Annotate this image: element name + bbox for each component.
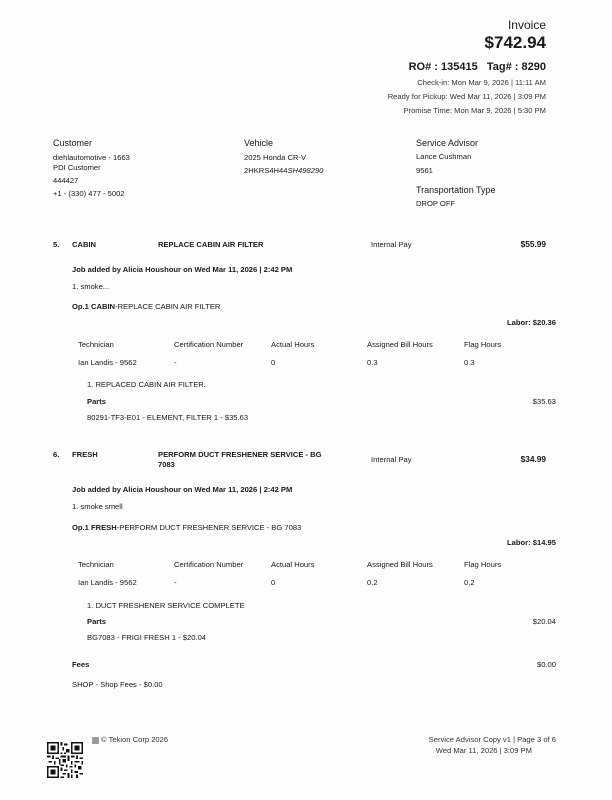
customer-phone: +1 - (330) 477 - 5002 — [53, 189, 125, 198]
operation-line — [72, 523, 301, 532]
fee-line: SHOP - Shop Fees - $0.00 — [72, 680, 163, 689]
tech-header-cert: Certification Number — [174, 560, 244, 569]
labor-total: Labor: $20.36 — [507, 318, 556, 327]
tech-name: Ian Landis - 9562 — [78, 358, 137, 367]
advisor-heading: Service Advisor — [416, 138, 479, 148]
invoice-title: Invoice — [507, 18, 546, 32]
tech-header-technician: Technician — [78, 560, 114, 569]
tech-cert: - — [174, 578, 177, 587]
job-code: CABIN — [72, 240, 97, 249]
tech-header-assigned: Assigned Bill Hours — [367, 340, 433, 349]
customer-id: 444427 — [53, 176, 79, 185]
customer-type: PDI Customer — [53, 163, 101, 172]
op-desc: -PERFORM DUCT FRESHENER SERVICE - BG 7083 — [116, 523, 302, 532]
tech-assigned: 0.3 — [367, 358, 378, 367]
printed-time: Wed Mar 11, 2026 | 3:09 PM — [435, 746, 532, 755]
ro-label: RO# : — [408, 61, 438, 73]
tekion-logo-icon — [92, 737, 99, 744]
advisor-number: 9561 — [416, 166, 433, 175]
transport-value: DROP OFF — [416, 199, 456, 208]
ro-tag-line — [409, 61, 546, 73]
tech-actual: 0 — [271, 578, 276, 587]
job-correction: 1. DUCT FRESHENER SERVICE COMPLETE — [87, 601, 245, 610]
job-pay-type: Internal Pay — [371, 455, 412, 464]
vehicle-heading: Vehicle — [244, 138, 274, 148]
tech-header-actual: Actual Hours — [271, 340, 315, 349]
job-amount: $55.99 — [520, 239, 546, 249]
job-added-by: Job added by Alicia Houshour on Wed Mar 11, 2026 | 2:42 PM — [72, 485, 293, 494]
tech-header-cert: Certification Number — [174, 340, 244, 349]
vin-prefix: 2HKRS4H44 — [244, 166, 288, 175]
tech-header-flag: Flag Hours — [464, 340, 502, 349]
tech-flag: 0.2 — [464, 578, 475, 587]
job-code: FRESH — [72, 450, 98, 459]
job-correction: 1. REPLACED CABIN AIR FILTER. — [87, 380, 206, 389]
copyright-text: © Tekion Corp 2026 — [101, 735, 169, 744]
copy-info: Service Advisor Copy v1 | Page 3 of 6 — [428, 735, 556, 744]
tech-assigned: 0.2 — [367, 578, 378, 587]
transport-heading: Transportation Type — [416, 185, 496, 195]
job-number: 6. — [53, 450, 60, 459]
job-complaint: 1. smoke smell — [72, 502, 123, 511]
tech-cert: - — [174, 358, 177, 367]
job-number: 5. — [53, 240, 60, 249]
invoice-total: $742.94 — [484, 33, 546, 52]
checkin-time: Check-in: Mon Mar 9, 2026 | 11:11 AM — [417, 78, 546, 87]
parts-label: Parts — [87, 397, 106, 406]
tech-header-flag: Flag Hours — [464, 560, 502, 569]
job-description-line2: 7083 — [158, 460, 175, 469]
tech-flag: 0.3 — [464, 358, 475, 367]
ready-time: Ready for Pickup: Wed Mar 11, 2026 | 3:09 PM — [387, 92, 546, 101]
tech-header-technician: Technician — [78, 340, 114, 349]
part-line: 80291-TF3-E01 - ELEMENT, FILTER 1 - $35.63 — [87, 413, 249, 422]
job-amount: $34.99 — [520, 454, 546, 464]
parts-total: $35.63 — [532, 397, 556, 406]
copyright — [92, 735, 168, 744]
job-pay-type: Internal Pay — [371, 240, 412, 249]
op-label: Op.1 CABIN — [72, 302, 116, 311]
fees-label: Fees — [72, 660, 90, 669]
labor-total: Labor: $14.95 — [507, 538, 556, 547]
customer-heading: Customer — [53, 138, 93, 148]
operation-line — [72, 302, 220, 311]
tech-name: Ian Landis - 9562 — [78, 578, 137, 587]
part-line: BG7083 - FRIGI FRESH 1 - $20.04 — [87, 633, 207, 642]
promise-time: Promise Time: Mon Mar 9, 2026 | 5:30 PM — [403, 106, 546, 115]
advisor-name: Lance Cushman — [416, 152, 472, 161]
tag-value: 8290 — [521, 61, 546, 73]
vin-suffix: SH498290 — [287, 166, 324, 175]
tech-header-actual: Actual Hours — [271, 560, 315, 569]
job-added-by: Job added by Alicia Houshour on Wed Mar 11, 2026 | 2:42 PM — [72, 265, 293, 274]
op-desc: -REPLACE CABIN AIR FILTER — [115, 302, 221, 311]
vehicle-model: 2025 Honda CR-V — [244, 153, 307, 162]
job-complaint: 1. smoke... — [72, 282, 110, 291]
tech-header-assigned: Assigned Bill Hours — [367, 560, 433, 569]
tech-actual: 0 — [271, 358, 276, 367]
ro-value: 135415 — [440, 61, 478, 73]
qr-code-icon — [47, 742, 83, 778]
parts-label: Parts — [87, 617, 106, 626]
op-label: Op.1 FRESH — [72, 523, 117, 532]
vehicle-vin — [244, 166, 323, 175]
job-description: REPLACE CABIN AIR FILTER — [158, 240, 264, 249]
fees-total: $0.00 — [536, 660, 556, 669]
job-description-line1: PERFORM DUCT FRESHENER SERVICE - BG — [158, 450, 322, 459]
parts-total: $20.04 — [532, 617, 556, 626]
tag-label: Tag# : — [486, 61, 519, 73]
customer-name: diehlautomotive - 1663 — [53, 153, 130, 162]
